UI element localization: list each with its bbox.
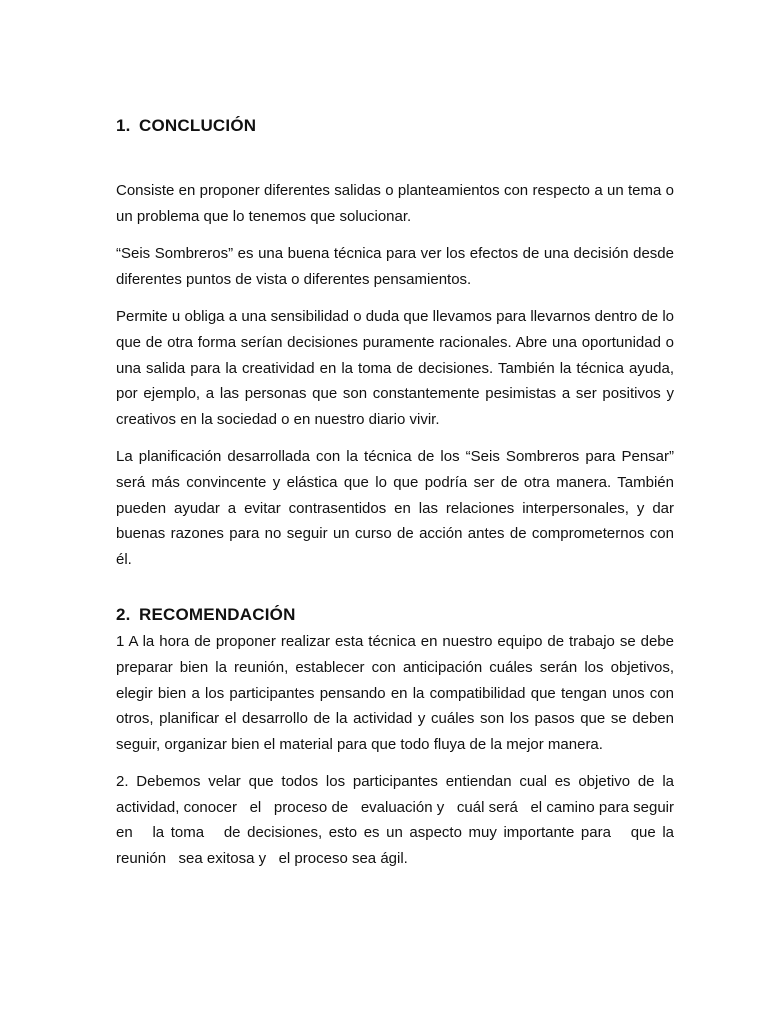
section-number: 1. bbox=[116, 116, 131, 135]
section-title: RECOMENDACIÓN bbox=[139, 605, 296, 625]
paragraph: “Seis Sombreros” es una buena técnica para ver los efectos de una decisión desde diferentes puntos de vista o diferentes pensamientos. bbox=[116, 245, 679, 288]
paragraph: 1 A la hora de proponer realizar esta técnica en nuestro equipo de trabajo se debe preparar bien la reunión, establecer con anticipación cuáles serán los objetivos, elegir bien a los participantes pensando en la compatibilidad que tengan unos con otros, planificar el desarrollo de la actividad y cuáles son los pasos que se deben seguir, organizar bien el material para que todo fluya de la mejor manera. bbox=[116, 633, 679, 753]
document-body bbox=[116, 112, 679, 872]
paragraph: Permite u obliga a una sensibilidad o duda que llevamos para llevarnos dentro de lo que de otra forma serían decisiones puramente racionales. Abre una oportunidad o una salida para la creatividad en la toma de decisiones. También la técnica ayuda, por ejemplo, a las personas que son constantemente pesimistas a ser positivos y creativos en la sociedad o en nuestro diario vivir. bbox=[116, 308, 679, 428]
paragraph: La planificación desarrollada con la técnica de los “Seis Sombreros para Pensar” será más convincente y elástica que lo que podría ser de otra manera. También pueden ayudar a evitar contrasentidos en las relaciones interpersonales, y dar buenas razones para no seguir un curso de acción antes de comprometernos con él. bbox=[116, 448, 679, 568]
section-heading-conclusion bbox=[116, 112, 674, 140]
section-number: 2. bbox=[116, 605, 131, 625]
section-heading-recommendation bbox=[116, 601, 674, 629]
paragraph: Consiste en proponer diferentes salidas o planteamientos con respecto a un tema o un problema que lo tenemos que solucionar. bbox=[116, 182, 679, 225]
section-title: CONCLUCIÓN bbox=[139, 116, 257, 135]
paragraph: 2. Debemos velar que todos los participantes entiendan cual es objetivo de la actividad, conocer el proceso de evaluación y cuál será el camino para seguir en la toma de decisiones, esto es un aspecto muy importante para que la reunión sea exitosa y el proceso sea ágil. bbox=[116, 773, 679, 868]
